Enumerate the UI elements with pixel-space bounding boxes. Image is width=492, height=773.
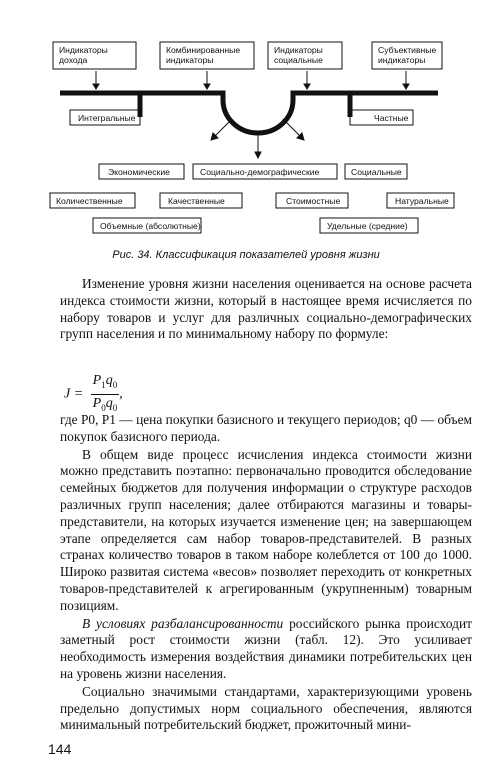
classification-diagram <box>0 0 492 245</box>
figure-caption: Рис. 34. Классификация показателей уровня жизни <box>112 249 380 261</box>
box-subjective-indicators-label: Субъективные индикаторы <box>378 45 437 65</box>
box-integral-label: Интегральные <box>78 113 136 123</box>
box-economic-label: Экономические <box>108 167 170 177</box>
box-social-indicators-label: Индикаторы социальные <box>274 45 323 65</box>
diverging-arrows <box>211 119 304 158</box>
formula-numerator: $P_1q_0$ <box>91 372 120 395</box>
box-volume-label: Объемные (абсолютные) <box>100 221 201 231</box>
top-arrows <box>93 71 409 89</box>
box-partial-label: Частные <box>374 113 409 123</box>
box-income-indicators-label: Индикаторы дохода <box>59 45 108 65</box>
paragraph-imbalance-rest: российского рынка происходит заметный рост стоимости жизни (табл. 12). Это усиливает необходимость измерения воздействия динамики потребительских цен на уровень жизни населения. <box>60 615 472 681</box>
box-natural-label: Натуральные <box>395 196 449 206</box>
paragraph-process: В общем виде процесс исчисления индекса стоимости жизни можно представить поэтапно: первоначально проводится обследование семейных бюджетов для получения информации о структуре расходов различных групп населения; далее отбираются магазины и товары-представители, на которых изучается изменение цен; на завершающем этапе определяется сам набор товаров-представителей. В разных странах количество товаров в таком наборе колеблется от 100 до 1000. Широко развитая система «весов» позволяет переходить от конкретных товаров-представителей к агрегированным (укрупненным) товарным позициям. <box>60 446 472 613</box>
box-socio-demographic-label: Социально-демографические <box>200 167 320 177</box>
box-quantitative-label: Количественные <box>56 196 123 206</box>
italic-phrase: В условиях разбалансированности <box>82 615 284 631</box>
page-number: 144 <box>48 741 72 757</box>
box-social-label: Социальные <box>351 167 402 177</box>
body-text-block-2 <box>60 412 472 734</box>
formula-fraction <box>91 372 120 417</box>
box-qualitative-label: Качественные <box>168 196 225 206</box>
formula-denominator: $P_0q_0$ <box>92 395 118 413</box>
paragraph-standards: Социально значимыми стандартами, характеризующими уровень предельно допустимых норм социального обеспечения, являются минимальный потребительский бюджет, прожиточный мини- <box>60 683 472 733</box>
formula-lhs: J = <box>64 386 84 402</box>
box-combined-indicators-label: Комбинированные индикаторы <box>166 45 241 65</box>
formula-cost-of-living-index: J = $\frac{P_1q_0}{P_0q_0}$ , <box>64 372 123 417</box>
box-specific-label: Удельные (средние) <box>327 221 408 231</box>
paragraph-imbalance <box>60 616 472 683</box>
paragraph-intro: Изменение уровня жизни населения оценивается на основе расчета индекса стоимости жизни, который в настоящее время исчисляется по набору товаров и услуг для различных социально-демографических групп населения и по минимальному набору по формуле: <box>60 276 472 342</box>
body-text-block-1 <box>60 276 472 343</box>
box-cost-label: Стоимостные <box>286 196 341 206</box>
paragraph-where: где P0, P1 — цена покупки базисного и текущего периодов; q0 — объем покупок базисного периода. <box>60 412 472 444</box>
